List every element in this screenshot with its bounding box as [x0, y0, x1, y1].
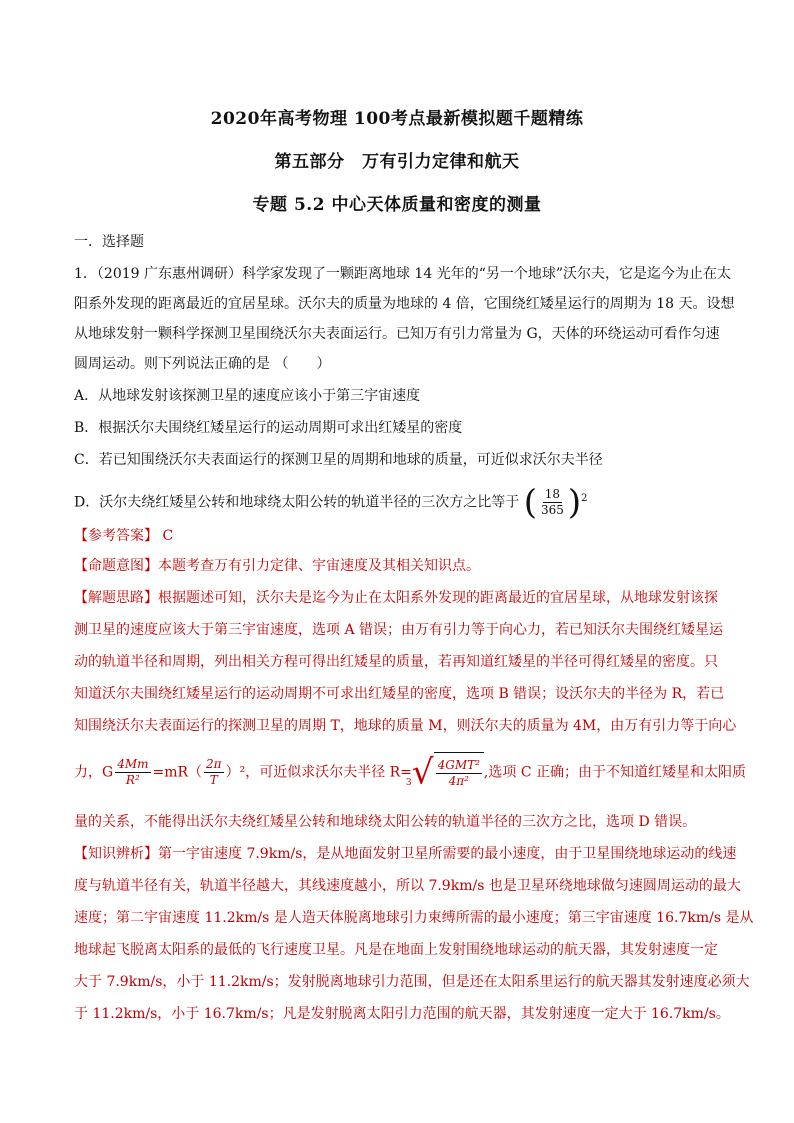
knowledge-line-6: 于 11.2km/s，小于 16.7km/s；凡是发射脱离太阳引力范围的航天器，其发射速度一定大于 16.7km/s。: [74, 1006, 730, 1022]
solution-label: 【解题思路】: [74, 590, 158, 606]
intent-label: 【命题意图】: [74, 558, 158, 574]
knowledge-line-3: 速度；第二宇宙速度 11.2km/s 是人造天体脱离地球引力束缚所需的最小速度；第三宇宙速度 16.7km/s 是从: [74, 910, 754, 926]
question-line-4: 圆周运动。则下列说法正确的是 （ ）: [74, 356, 331, 372]
question-line-2: 阳系外发现的距离最近的宜居星球。沃尔夫的质量为地球的 4 倍，它围绕红矮星运行的周期为 18 天。设想: [74, 296, 735, 312]
answer-value: C: [162, 528, 174, 544]
solution-line-4: 知道沃尔夫围绕红矮星运行的运动周期不可求出红矮星的密度，选项 B 错误；设沃尔夫的半径为 R，若已: [74, 686, 725, 702]
omega-fraction: $\frac{2\pi}{T}$: [206, 757, 222, 787]
solution-line-5: 知围绕沃尔夫表面运行的探测卫星的周期 T，地球的质量 M，则沃尔夫的质量为 4M，由万有引力等于向心: [74, 718, 737, 734]
option-d-fraction: $\frac{18}{365}$: [540, 487, 564, 518]
part-title: 第五部分 万有引力定律和航天: [274, 152, 520, 172]
option-a: A．从地球发射该探测卫星的速度应该小于第三宇宙速度: [74, 388, 421, 404]
option-c: C．若已知围绕沃尔夫表面运行的探测卫星的周期和地球的质量，可近似求沃尔夫半径: [74, 452, 603, 468]
knowledge-line-5: 大于 7.9km/s，小于 11.2km/s；发射脱离地球引力范围，但是还在太阳系里运行的航天器其发射速度必须大: [74, 974, 750, 990]
option-d-text: D．沃尔夫绕红矮星公转和地球绕太阳公转的轨道半径的三次方之比等于: [74, 494, 520, 511]
document-title: 2020年高考物理 100考点最新模拟题千题精练: [210, 109, 584, 129]
answer-row: [74, 526, 720, 546]
knowledge-line-4: 地球起飞脱离太阳系的最低的飞行速度卫星。凡是在地面上发射围绕地球运动的航天器，其发射速度一定: [74, 942, 718, 958]
answer-label: 【参考答案】: [74, 528, 158, 544]
option-b: B．根据沃尔夫围绕红矮星运行的运动周期可求出红矮星的密度: [74, 420, 463, 436]
solution-line-6: 力，G $\frac{4Mm}{\text{R²}}$ =mR（ $\frac{2\pi}{T}$ ）²，可近似求沃尔夫半径 R= 3 √ $\frac{\text{4GMT²}}{\text{4π²}}$ ,选项 C 正确；由于不知道红矮星和太阳质: [74, 752, 746, 793]
solution-line-7: 量的关系，不能得出沃尔夫绕红矮星公转和地球绕太阳公转的轨道半径的三次方之比，选项 D 错误。: [74, 814, 697, 830]
knowledge-label: 【知识辨析】: [74, 846, 158, 862]
knowledge-line-2: 度与轨道半径有关，轨道半径越大，其线速度越小，所以 7.9km/s 也是卫星环绕地球做匀速圆周运动的最大: [74, 878, 741, 894]
intent-row: [74, 556, 720, 576]
option-d: D．沃尔夫绕红矮星公转和地球绕太阳公转的轨道半径的三次方之比等于 ( $\frac{18}{365}$ )$^2$: [74, 482, 588, 523]
knowledge-line-1: 【知识辨析】第一宇宙速度 7.9km/s，是从地面发射卫星所需要的最小速度，由于卫星围绕地球运动的线速: [74, 846, 737, 862]
cube-root-expression: 3 √ $\frac{\text{4GMT²}}{\text{4π²}}$: [412, 752, 484, 793]
question-line-3: 从地球发射一颗科学探测卫星围绕沃尔夫表面运行。已知万有引力常量为 G，天体的环绕运动可看作匀速: [74, 326, 720, 342]
option-d-exponent: 2: [581, 493, 588, 504]
solution-line-1: 【解题思路】根据题述可知，沃尔夫是迄今为止在太阳系外发现的距离最近的宜居星球，从地球发射该探: [74, 590, 718, 606]
topic-title: 专题 5.2 中心天体质量和密度的测量: [252, 195, 542, 215]
intent-text: 本题考查万有引力定律、宇宙速度及其相关知识点。: [158, 558, 480, 574]
solution-line-2: 测卫星的速度应该大于第三宇宙速度，选项 A 错误；由万有引力等于向心力，若已知沃尔夫围绕红矮星运: [74, 622, 724, 638]
question-line-1: 1．（2019 广东惠州调研）科学家发现了一颗距离地球 14 光年的“另一个地球”沃尔夫，它是迄今为止在太: [74, 266, 732, 282]
gravity-fraction: $\frac{4Mm}{\text{R²}}$: [117, 757, 149, 787]
solution-line-3: 动的轨道半径和周期，列出相关方程可得出红矮星的质量，若再知道红矮星的半径可得红矮星的密度。只: [74, 654, 718, 670]
section-heading: 一．选择题: [74, 234, 144, 250]
